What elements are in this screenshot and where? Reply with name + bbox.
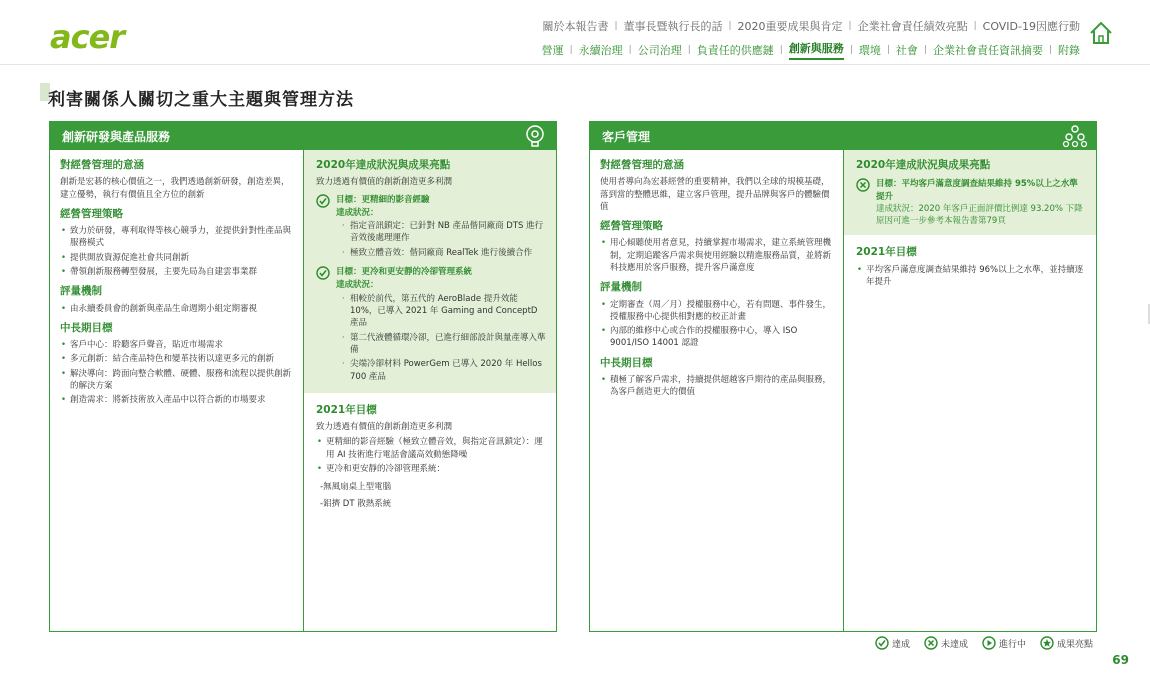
nav-society[interactable]: 社會 bbox=[895, 44, 918, 57]
section-heading: 經營管理策略 bbox=[600, 220, 663, 233]
goal-block bbox=[316, 266, 546, 385]
achieve-intro: 致力透過有價值的創新創造更多利潤 bbox=[316, 177, 453, 188]
achievements-box bbox=[304, 150, 556, 393]
section-heading: 2021年目標 bbox=[316, 403, 377, 416]
x-circle-icon bbox=[924, 636, 938, 650]
play-circle-icon bbox=[982, 636, 996, 650]
achievements-box bbox=[844, 150, 1096, 235]
list-item: • 客戶中心：聆聽客戶聲音，貼近市場需求 bbox=[60, 339, 293, 351]
target-2021-list bbox=[316, 436, 546, 475]
top-nav-row-2: 營運 | 永續治理 | 公司治理 | 負責任的供應鏈 | 創新與服務 | 環境 | 社會 | 企業社會責任資訊摘要 | 附錄 bbox=[542, 40, 1080, 60]
goal-status: 達成狀況：2020 年客戶正面評價比例達 93.20% 下降原因可進一步參考本報告書第79頁 bbox=[876, 203, 1083, 227]
nav-appendix[interactable]: 附錄 bbox=[1058, 44, 1080, 57]
people-group-icon bbox=[1062, 123, 1088, 149]
star-circle-icon bbox=[1040, 636, 1054, 650]
list-item: • 平均客戶滿意度調查結果維持 96%以上之水準，並持續逐年提升 bbox=[856, 264, 1086, 289]
customer-management-column bbox=[590, 150, 843, 631]
goal-block bbox=[856, 178, 1086, 227]
page-title: 利害關係人關切之重大主題與管理方法 bbox=[48, 90, 354, 110]
list-item: ‧ 第二代液體循環冷卻，已進行細部設計與量產導入準備 bbox=[342, 332, 546, 357]
list-item: ‧ 極致立體音效：偕同廠商 RealTek 進行後續合作 bbox=[342, 247, 546, 259]
status-legend bbox=[861, 636, 1093, 650]
nav-csr-highlights[interactable]: 企業社會責任績效亮點 bbox=[857, 20, 968, 33]
check-circle-icon bbox=[316, 266, 330, 280]
evaluation-list bbox=[60, 303, 293, 315]
list-item: • 內部的維修中心或合作的授權服務中心，導入 ISO 9001/ISO 14001 認證 bbox=[600, 325, 833, 350]
legend-label: 未達成 bbox=[940, 639, 968, 650]
goal-status-label: 達成狀況： bbox=[336, 207, 379, 218]
goal-block bbox=[316, 194, 546, 262]
customer-panel bbox=[589, 121, 1097, 632]
list-item: -無風扇桌上型電腦 bbox=[320, 482, 392, 493]
list-item: • 由永續委員會的創新與產品生命週期小組定期審視 bbox=[60, 303, 293, 315]
innovation-results-column bbox=[303, 150, 556, 631]
section-heading: 對經營管理的意涵 bbox=[600, 159, 684, 171]
strategy-list bbox=[60, 225, 293, 278]
list-item: • 帶領創新服務轉型發展，主要先局為自建雲事業群 bbox=[60, 266, 293, 278]
innovation-panel-title: 創新研發與產品服務 bbox=[62, 129, 171, 144]
list-item: • 積極了解客戶需求，持續提供超越客戶期待的產品與服務，為客戶創造更大的價值 bbox=[600, 374, 833, 399]
strategy-list bbox=[600, 237, 833, 274]
long-term-goals-list bbox=[60, 339, 293, 407]
nav-innovation-service[interactable]: 創新與服務 bbox=[789, 40, 844, 60]
innovation-panel-header bbox=[50, 122, 556, 150]
list-item: ‧ 指定音訊鎖定：已針對 NB 產品偕同廠商 DTS 進行音效後處理運作 bbox=[342, 220, 546, 245]
goal-status-list bbox=[336, 293, 546, 383]
nav-sustainable-governance[interactable]: 永續治理 bbox=[578, 44, 623, 57]
lightbulb-gear-icon bbox=[522, 123, 548, 149]
customer-results-column bbox=[843, 150, 1096, 631]
nav-corporate-governance[interactable]: 公司治理 bbox=[637, 44, 682, 57]
goal-target: 目標：更冷和更安靜的冷卻管理系統 bbox=[336, 267, 473, 278]
section-heading: 經營管理策略 bbox=[60, 207, 123, 220]
legend-label: 達成 bbox=[891, 639, 910, 650]
section-heading: 中長期目標 bbox=[60, 321, 113, 334]
goal-status-label: 達成狀況： bbox=[336, 280, 379, 291]
list-item: • 更冷和更安靜的冷卻管理系統： bbox=[316, 463, 546, 475]
home-icon[interactable] bbox=[1088, 20, 1114, 46]
innovation-panel bbox=[49, 121, 557, 632]
meaning-text: 創新是宏碁的核心價值之一，我們透過創新研發，創造差異，建立優勢，執行有價值且全方位的創新 bbox=[60, 177, 290, 200]
section-heading: 中長期目標 bbox=[600, 356, 653, 369]
list-item: ‧ 尖端冷卻材料 PowerGem 已導入 2020 年 Hellos 700 產品 bbox=[342, 358, 546, 383]
target-2021-list bbox=[856, 264, 1086, 289]
long-term-goals-list bbox=[600, 374, 833, 399]
list-item: • 更精細的影音經驗（極致立體音效，與指定音訊鎖定）：運用 AI 技術進行電話會議高效動態降噪 bbox=[316, 436, 546, 461]
nav-chairman-message[interactable]: 董事長暨執行長的話 bbox=[623, 20, 723, 33]
customer-panel-header bbox=[590, 122, 1096, 150]
section-heading: 2020年達成狀況與成果亮點 bbox=[856, 159, 991, 171]
top-navigation bbox=[542, 18, 1080, 60]
section-heading: 評量機制 bbox=[60, 285, 102, 298]
nav-covid-actions[interactable]: COVID-19因應行動 bbox=[982, 20, 1080, 33]
nav-about-report[interactable]: 關於本報告書 bbox=[542, 20, 609, 33]
nav-supply-chain[interactable]: 負責任的供應鏈 bbox=[696, 44, 774, 57]
legend-highlight bbox=[1040, 636, 1093, 650]
section-heading: 對經營管理的意涵 bbox=[60, 159, 144, 171]
nav-2020-achievements[interactable]: 2020重要成果與肯定 bbox=[737, 20, 843, 33]
legend-not-achieved bbox=[924, 636, 968, 650]
list-item: • 定期審查（周／月）授權服務中心，若有問題、事件發生，授權服務中心提供相對應的校正計畫 bbox=[600, 299, 833, 324]
meaning-text: 使用者導向為宏碁經營的重要精神，我們以全球的規模基礎，落到當的整體思維，建立客戶管理，提升品牌與客戶的體驗價值 bbox=[600, 177, 830, 212]
customer-panel-title: 客戶管理 bbox=[602, 129, 651, 144]
list-item: ‧ 相較於前代，第五代的 AeroBlade 提升效能 10%，已導入 2021 年 Gaming and ConceptD 產品 bbox=[342, 293, 546, 330]
goal-target: 目標：平均客戶滿意度調查結果維持 95%以上之水準提升 bbox=[876, 179, 1078, 202]
legend-achieved bbox=[875, 636, 910, 650]
nav-environment[interactable]: 環境 bbox=[858, 44, 881, 57]
nav-operations[interactable]: 營運 bbox=[541, 44, 564, 57]
innovation-management-column bbox=[50, 150, 303, 631]
evaluation-list bbox=[600, 299, 833, 350]
section-heading: 評量機制 bbox=[600, 281, 642, 294]
list-item: • 致力於研發，專利取得等核心競爭力，並提供針對性產品與服務模式 bbox=[60, 225, 293, 250]
page-number: 69 bbox=[1112, 653, 1129, 667]
list-item: • 用心傾聽使用者意見，持續掌握市場需求，建立系統管理機制，定期追蹤客戶需求與使用經驗以精進服務品質，並將新科技應用於客戶服務，提升客戶滿意度 bbox=[600, 237, 833, 274]
legend-in-progress bbox=[982, 636, 1026, 650]
legend-label: 成果亮點 bbox=[1056, 639, 1093, 650]
target-2021-sublist bbox=[316, 481, 546, 510]
check-circle-icon bbox=[875, 636, 889, 650]
list-item: -鋁擠 DT 散熱系統 bbox=[320, 498, 392, 509]
section-heading: 2021年目標 bbox=[856, 246, 917, 259]
goal-status-list bbox=[336, 220, 546, 259]
list-item: • 多元創新：結合產品特色和變革技術以達更多元的創新 bbox=[60, 353, 293, 365]
target-2021-intro: 致力透過有價值的創新創造更多利潤 bbox=[316, 422, 453, 433]
acer-logo[interactable]: acer bbox=[50, 18, 125, 56]
list-item: • 創造需求：將新技術放入產品中以符合新的市場要求 bbox=[60, 394, 293, 406]
legend-label: 進行中 bbox=[998, 639, 1026, 650]
top-nav-row-1: 關於本報告書 | 董事長暨執行長的話 | 2020重要成果與肯定 | 企業社會責任績效亮點 | COVID-19因應行動 bbox=[542, 20, 1080, 33]
header-divider bbox=[0, 64, 1150, 65]
list-item: • 解決導向：跨面向整合軟體、硬體、服務和流程以提供創新的解決方案 bbox=[60, 368, 293, 393]
nav-csr-summary[interactable]: 企業社會責任資訊摘要 bbox=[932, 44, 1043, 57]
list-item: • 提供開放資源促進社會共同創新 bbox=[60, 252, 293, 264]
check-circle-icon bbox=[316, 194, 330, 208]
x-circle-icon bbox=[856, 178, 870, 192]
goal-target: 目標：更精細的影音經驗 bbox=[336, 194, 430, 205]
section-heading: 2020年達成狀況與成果亮點 bbox=[316, 159, 451, 171]
